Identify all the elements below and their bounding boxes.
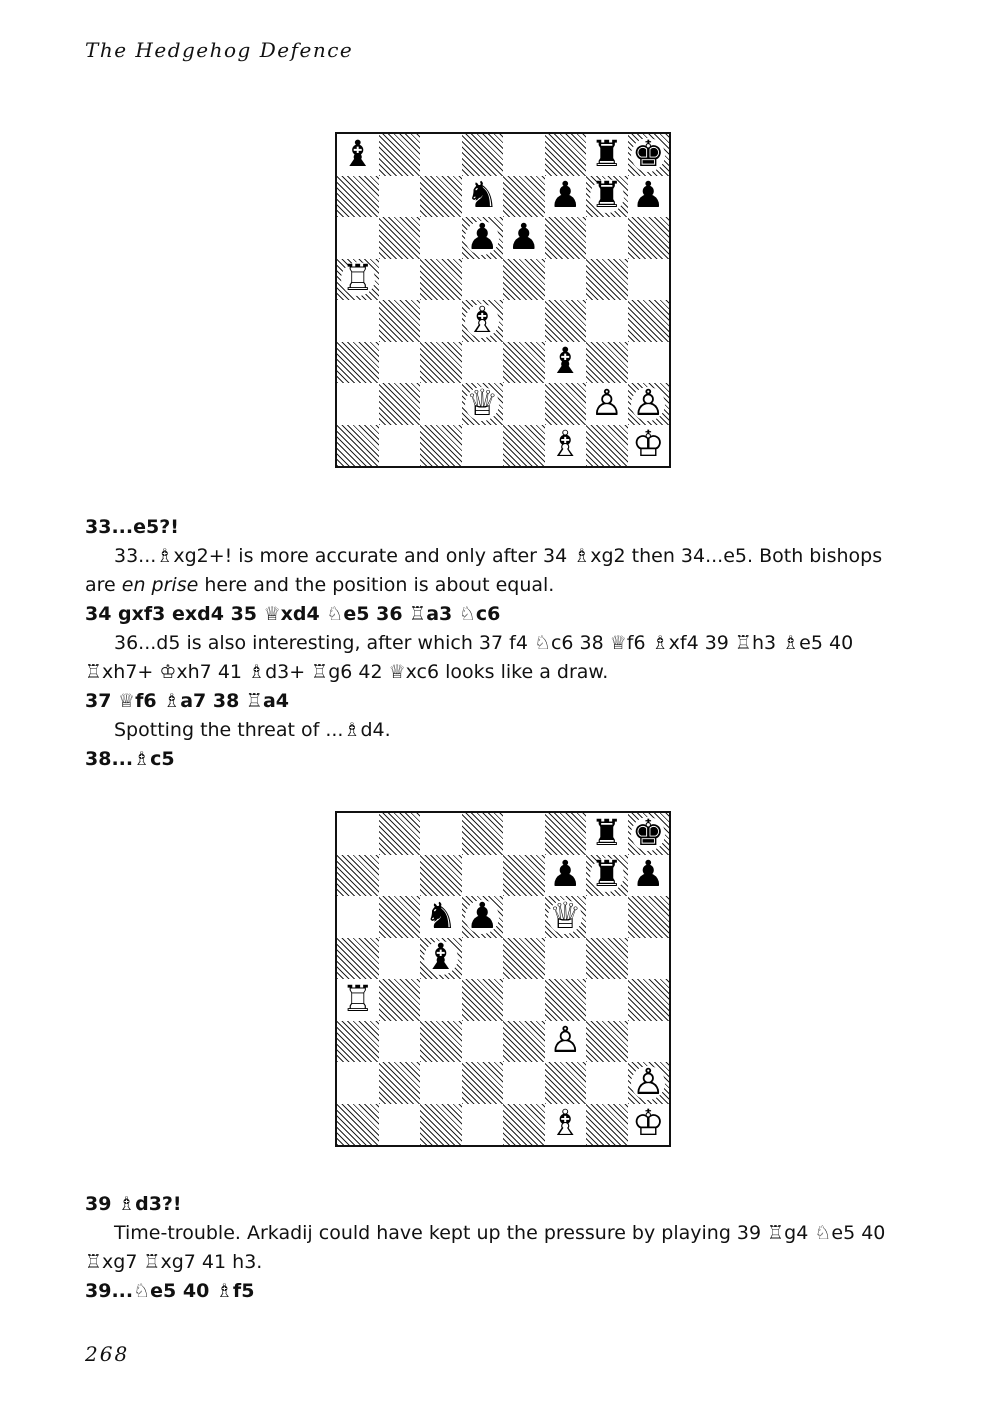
black-piece-icon: ♟ bbox=[632, 854, 665, 896]
square-c7 bbox=[420, 176, 462, 218]
white-piece-icon: ♕ bbox=[549, 895, 582, 937]
square-f1 bbox=[545, 1104, 587, 1146]
square-a1 bbox=[337, 425, 379, 467]
annotation: 36...d5 is also interesting, after which 37 f4 ♘c6 38 ♕f6 ♗xf4 39 ♖h3 ♗e5 40 ♖xh7+ ♔xh7 41 ♗d3+ ♖g6 42 ♕xc6 looks like a draw. bbox=[85, 632, 854, 683]
square-g5 bbox=[586, 259, 628, 301]
square-a2 bbox=[337, 1062, 379, 1104]
chess-diagram-1 bbox=[335, 132, 671, 468]
square-d6 bbox=[462, 217, 504, 259]
square-e5 bbox=[503, 259, 545, 301]
square-f5 bbox=[545, 938, 587, 980]
square-e2 bbox=[503, 1062, 545, 1104]
square-c8 bbox=[420, 134, 462, 176]
square-g5 bbox=[586, 938, 628, 980]
black-piece-icon: ♝ bbox=[549, 341, 582, 383]
square-e6 bbox=[503, 896, 545, 938]
move-line: 39...♘e5 40 ♗f5 bbox=[85, 1280, 255, 1302]
square-e1 bbox=[503, 425, 545, 467]
square-f8 bbox=[545, 813, 587, 855]
white-piece-icon: ♖ bbox=[341, 258, 374, 300]
square-h4 bbox=[628, 979, 670, 1021]
square-f1 bbox=[545, 425, 587, 467]
annotation bbox=[85, 542, 915, 600]
white-piece-icon: ♔ bbox=[632, 424, 665, 466]
annotation: Time-trouble. Arkadij could have kept up the pressure by playing 39 ♖g4 ♘e5 40 ♖xg7 ♖xg7 41 h3. bbox=[85, 1222, 886, 1273]
square-a2 bbox=[337, 383, 379, 425]
square-b7 bbox=[379, 855, 421, 897]
square-e7 bbox=[503, 176, 545, 218]
square-d1 bbox=[462, 1104, 504, 1146]
square-b4 bbox=[379, 979, 421, 1021]
black-piece-icon: ♜ bbox=[590, 133, 623, 175]
square-f2 bbox=[545, 383, 587, 425]
square-f3 bbox=[545, 1021, 587, 1063]
square-h4 bbox=[628, 300, 670, 342]
square-h6 bbox=[628, 896, 670, 938]
page-number: 268 bbox=[85, 1342, 130, 1366]
move-line: 39 ♗d3?! bbox=[85, 1193, 182, 1215]
black-piece-icon: ♟ bbox=[466, 895, 499, 937]
black-piece-icon: ♟ bbox=[549, 854, 582, 896]
white-piece-icon: ♙ bbox=[632, 382, 665, 424]
square-a6 bbox=[337, 217, 379, 259]
square-d4 bbox=[462, 300, 504, 342]
square-a4 bbox=[337, 979, 379, 1021]
square-a5 bbox=[337, 938, 379, 980]
square-a7 bbox=[337, 176, 379, 218]
square-d7 bbox=[462, 176, 504, 218]
annotation-text: 33...♗xg2+! is more accurate and only after 34 ♗xg2 then 34...e5. Both bishops are bbox=[85, 545, 883, 596]
square-d6 bbox=[462, 896, 504, 938]
square-c6 bbox=[420, 896, 462, 938]
square-h1 bbox=[628, 425, 670, 467]
square-e4 bbox=[503, 979, 545, 1021]
square-a8 bbox=[337, 813, 379, 855]
square-e3 bbox=[503, 342, 545, 384]
square-a5 bbox=[337, 259, 379, 301]
square-a1 bbox=[337, 1104, 379, 1146]
annotation: Spotting the threat of ...♗d4. bbox=[114, 719, 391, 741]
square-d3 bbox=[462, 1021, 504, 1063]
square-d2 bbox=[462, 383, 504, 425]
annotation-text: here and the position is about equal. bbox=[198, 574, 555, 596]
square-h7 bbox=[628, 176, 670, 218]
square-f7 bbox=[545, 176, 587, 218]
running-header: The Hedgehog Defence bbox=[85, 38, 354, 62]
square-b8 bbox=[379, 134, 421, 176]
square-g4 bbox=[586, 300, 628, 342]
square-d1 bbox=[462, 425, 504, 467]
square-c5 bbox=[420, 938, 462, 980]
square-b3 bbox=[379, 342, 421, 384]
square-a8 bbox=[337, 134, 379, 176]
square-c8 bbox=[420, 813, 462, 855]
square-g6 bbox=[586, 896, 628, 938]
square-e4 bbox=[503, 300, 545, 342]
commentary-block-2 bbox=[85, 1190, 915, 1306]
move-line: 37 ♕f6 ♗a7 38 ♖a4 bbox=[85, 690, 290, 712]
square-b4 bbox=[379, 300, 421, 342]
square-f2 bbox=[545, 1062, 587, 1104]
white-piece-icon: ♗ bbox=[549, 1103, 582, 1145]
square-d4 bbox=[462, 979, 504, 1021]
move-line: 33...e5?! bbox=[85, 516, 179, 538]
square-e2 bbox=[503, 383, 545, 425]
square-c1 bbox=[420, 1104, 462, 1146]
square-g8 bbox=[586, 813, 628, 855]
square-a6 bbox=[337, 896, 379, 938]
square-a3 bbox=[337, 342, 379, 384]
black-piece-icon: ♜ bbox=[590, 812, 623, 854]
square-c4 bbox=[420, 979, 462, 1021]
square-h5 bbox=[628, 259, 670, 301]
black-piece-icon: ♟ bbox=[632, 175, 665, 217]
square-d8 bbox=[462, 134, 504, 176]
square-d8 bbox=[462, 813, 504, 855]
black-piece-icon: ♝ bbox=[424, 937, 457, 979]
square-h3 bbox=[628, 342, 670, 384]
square-f7 bbox=[545, 855, 587, 897]
black-piece-icon: ♚ bbox=[632, 133, 665, 175]
square-d3 bbox=[462, 342, 504, 384]
square-b2 bbox=[379, 383, 421, 425]
white-piece-icon: ♖ bbox=[341, 978, 374, 1020]
square-h8 bbox=[628, 813, 670, 855]
square-c1 bbox=[420, 425, 462, 467]
square-h6 bbox=[628, 217, 670, 259]
square-e5 bbox=[503, 938, 545, 980]
black-piece-icon: ♜ bbox=[590, 854, 623, 896]
square-g7 bbox=[586, 176, 628, 218]
square-b2 bbox=[379, 1062, 421, 1104]
square-h2 bbox=[628, 383, 670, 425]
square-b6 bbox=[379, 896, 421, 938]
square-g1 bbox=[586, 1104, 628, 1146]
square-a7 bbox=[337, 855, 379, 897]
square-g4 bbox=[586, 979, 628, 1021]
black-piece-icon: ♚ bbox=[632, 812, 665, 854]
square-c2 bbox=[420, 1062, 462, 1104]
square-g3 bbox=[586, 1021, 628, 1063]
square-b7 bbox=[379, 176, 421, 218]
commentary-block-1 bbox=[85, 513, 915, 774]
white-piece-icon: ♕ bbox=[466, 382, 499, 424]
black-piece-icon: ♝ bbox=[341, 133, 374, 175]
square-b8 bbox=[379, 813, 421, 855]
square-b3 bbox=[379, 1021, 421, 1063]
square-d7 bbox=[462, 855, 504, 897]
square-g8 bbox=[586, 134, 628, 176]
square-f8 bbox=[545, 134, 587, 176]
white-piece-icon: ♔ bbox=[632, 1103, 665, 1145]
square-e6 bbox=[503, 217, 545, 259]
move-line: 34 gxf3 exd4 35 ♕xd4 ♘e5 36 ♖a3 ♘c6 bbox=[85, 603, 501, 625]
white-piece-icon: ♗ bbox=[549, 424, 582, 466]
square-f4 bbox=[545, 979, 587, 1021]
white-piece-icon: ♙ bbox=[549, 1020, 582, 1062]
square-a3 bbox=[337, 1021, 379, 1063]
black-piece-icon: ♞ bbox=[466, 175, 499, 217]
black-piece-icon: ♞ bbox=[424, 895, 457, 937]
square-g7 bbox=[586, 855, 628, 897]
square-h8 bbox=[628, 134, 670, 176]
move-line: 38...♗c5 bbox=[85, 748, 175, 770]
black-piece-icon: ♟ bbox=[549, 175, 582, 217]
square-b5 bbox=[379, 938, 421, 980]
square-c3 bbox=[420, 1021, 462, 1063]
square-a4 bbox=[337, 300, 379, 342]
square-b1 bbox=[379, 425, 421, 467]
square-b5 bbox=[379, 259, 421, 301]
white-piece-icon: ♙ bbox=[590, 382, 623, 424]
square-c3 bbox=[420, 342, 462, 384]
black-piece-icon: ♟ bbox=[466, 216, 499, 258]
square-c4 bbox=[420, 300, 462, 342]
square-h7 bbox=[628, 855, 670, 897]
square-h3 bbox=[628, 1021, 670, 1063]
square-d2 bbox=[462, 1062, 504, 1104]
square-e7 bbox=[503, 855, 545, 897]
square-c6 bbox=[420, 217, 462, 259]
white-piece-icon: ♙ bbox=[632, 1061, 665, 1103]
square-e8 bbox=[503, 134, 545, 176]
square-d5 bbox=[462, 938, 504, 980]
square-g3 bbox=[586, 342, 628, 384]
square-e8 bbox=[503, 813, 545, 855]
square-f5 bbox=[545, 259, 587, 301]
white-piece-icon: ♗ bbox=[466, 299, 499, 341]
square-h1 bbox=[628, 1104, 670, 1146]
square-f4 bbox=[545, 300, 587, 342]
square-f6 bbox=[545, 217, 587, 259]
square-g2 bbox=[586, 383, 628, 425]
annotation-emphasis: en prise bbox=[121, 574, 199, 596]
square-f6 bbox=[545, 896, 587, 938]
square-g2 bbox=[586, 1062, 628, 1104]
square-d5 bbox=[462, 259, 504, 301]
black-piece-icon: ♜ bbox=[590, 175, 623, 217]
square-g1 bbox=[586, 425, 628, 467]
square-b6 bbox=[379, 217, 421, 259]
chess-diagram-2 bbox=[335, 811, 671, 1147]
square-c7 bbox=[420, 855, 462, 897]
square-e3 bbox=[503, 1021, 545, 1063]
black-piece-icon: ♟ bbox=[507, 216, 540, 258]
square-f3 bbox=[545, 342, 587, 384]
square-e1 bbox=[503, 1104, 545, 1146]
square-c5 bbox=[420, 259, 462, 301]
square-g6 bbox=[586, 217, 628, 259]
square-h5 bbox=[628, 938, 670, 980]
square-h2 bbox=[628, 1062, 670, 1104]
square-c2 bbox=[420, 383, 462, 425]
square-b1 bbox=[379, 1104, 421, 1146]
